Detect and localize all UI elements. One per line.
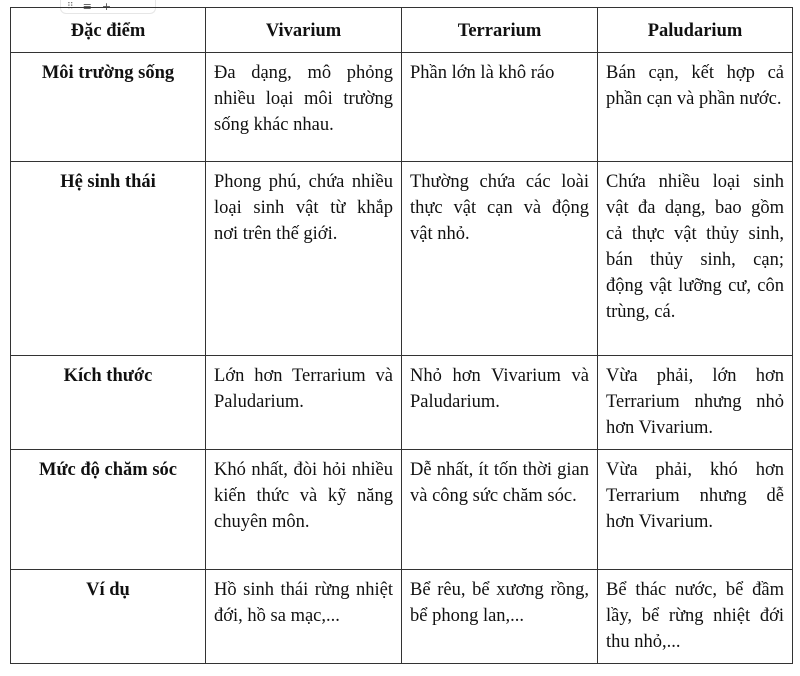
table-row (11, 570, 793, 664)
table-header-row (11, 8, 793, 53)
align-menu-icon[interactable]: ≡ (82, 0, 92, 13)
table-cell: Đa dạng, mô phỏng nhiều loại môi trường sống khác nhau. (206, 53, 402, 162)
header-cell: Vivarium (206, 8, 402, 53)
table-cell: Bể rêu, bể xương rồng, bể phong lan,... (402, 570, 598, 664)
table-row (11, 162, 793, 356)
table-cell: Lớn hơn Terrarium và Paludarium. (206, 356, 402, 450)
table-cell: Vừa phải, lớn hơn Terrarium nhưng nhỏ hơn Vivarium. (598, 356, 793, 450)
row-label: Kích thước (11, 356, 206, 450)
table-cell: Thường chứa các loài thực vật cạn và động vật nhỏ. (402, 162, 598, 356)
header-cell: Terrarium (402, 8, 598, 53)
table-cell: Phần lớn là khô ráo (402, 53, 598, 162)
table-cell: Hồ sinh thái rừng nhiệt đới, hồ sa mạc,... (206, 570, 402, 664)
table-cell: Chứa nhiều loại sinh vật đa dạng, bao gồm cả thực vật thủy sinh, bán thủy sinh, cạn; động vật lưỡng cư, côn trùng, cá. (598, 162, 793, 356)
row-label: Môi trường sống (11, 53, 206, 162)
row-label: Ví dụ (11, 570, 206, 664)
header-cell: Paludarium (598, 8, 793, 53)
table-cell: Khó nhất, đòi hỏi nhiều kiến thức và kỹ năng chuyên môn. (206, 450, 402, 570)
table-row (11, 356, 793, 450)
drag-handle-icon[interactable]: ⠿ (67, 1, 73, 12)
table-cell: Bể thác nước, bể đầm lầy, bể rừng nhiệt đới thu nhỏ,... (598, 570, 793, 664)
table-row (11, 53, 793, 162)
table-cell: Phong phú, chứa nhiều loại sinh vật từ khắp nơi trên thế giới. (206, 162, 402, 356)
row-label: Mức độ chăm sóc (11, 450, 206, 570)
table-cell: Nhỏ hơn Vivarium và Paludarium. (402, 356, 598, 450)
table-cell: Vừa phải, khó hơn Terrarium nhưng dễ hơn Vivarium. (598, 450, 793, 570)
comparison-table (10, 7, 793, 664)
add-icon[interactable]: + (101, 0, 112, 13)
row-label: Hệ sinh thái (11, 162, 206, 356)
table-row (11, 450, 793, 570)
table-cell: Bán cạn, kết hợp cả phần cạn và phần nước. (598, 53, 793, 162)
table-cell: Dễ nhất, ít tốn thời gian và công sức chăm sóc. (402, 450, 598, 570)
header-cell: Đặc điểm (11, 8, 206, 53)
